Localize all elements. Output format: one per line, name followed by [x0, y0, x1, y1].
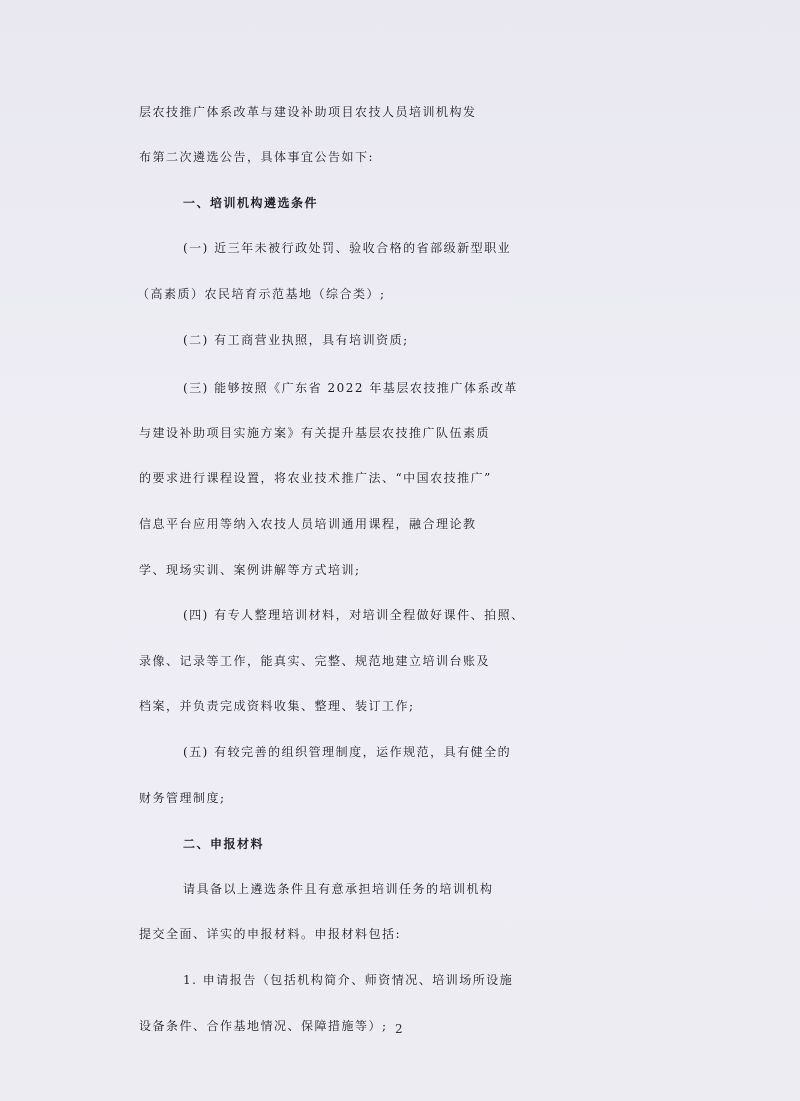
page-number: 2	[395, 1022, 403, 1036]
body-line: 请具备以上遴选条件且有意承担培训任务的培训机构	[183, 882, 494, 896]
section-heading: 一、培训机构遴选条件	[183, 196, 319, 210]
body-line: 设备条件、合作基地情况、保障措施等）;	[139, 1019, 388, 1033]
body-line: 信息平台应用等纳入农技人员培训通用课程，融合理论教	[139, 517, 477, 531]
body-line: （高素质）农民培育示范基地（综合类）;	[137, 287, 386, 301]
body-line: (一) 近三年未被行政处罚、验收合格的省部级新型职业	[183, 241, 512, 255]
body-line: 录像、记录等工作，能真实、完整、规范地建立培训台账及	[139, 654, 491, 668]
section-heading: 二、申报材料	[183, 837, 265, 851]
body-line: 1. 申请报告（包括机构简介、师资情况、培训场所设施	[183, 973, 514, 987]
body-line: 布第二次遴选公告，具体事宜公告如下:	[139, 150, 375, 164]
body-line: (四) 有专人整理培训材料，对培训全程做好课件、拍照、	[183, 608, 525, 622]
body-line: (三) 能够按照《广东省 2022 年基层农技推广体系改革	[183, 381, 518, 395]
body-line: (二) 有工商营业执照，具有培训资质;	[183, 333, 409, 347]
body-line: 与建设补助项目实施方案》有关提升基层农技推广队伍素质	[139, 426, 491, 440]
body-line: (五) 有较完善的组织管理制度，运作规范，具有健全的	[183, 745, 512, 759]
body-line: 档案，并负责完成资料收集、整理、装订工作;	[139, 699, 415, 713]
body-line: 学、现场实训、案例讲解等方式培训;	[139, 563, 361, 577]
body-line: 的要求进行课程设置，将农业技术推广法、“中国农技推广”	[139, 471, 492, 485]
body-line: 层农技推广体系改革与建设补助项目农技人员培训机构发	[139, 105, 477, 119]
body-line: 提交全面、详实的申报材料。申报材料包括:	[139, 927, 402, 941]
body-line: 财务管理制度;	[139, 791, 226, 805]
